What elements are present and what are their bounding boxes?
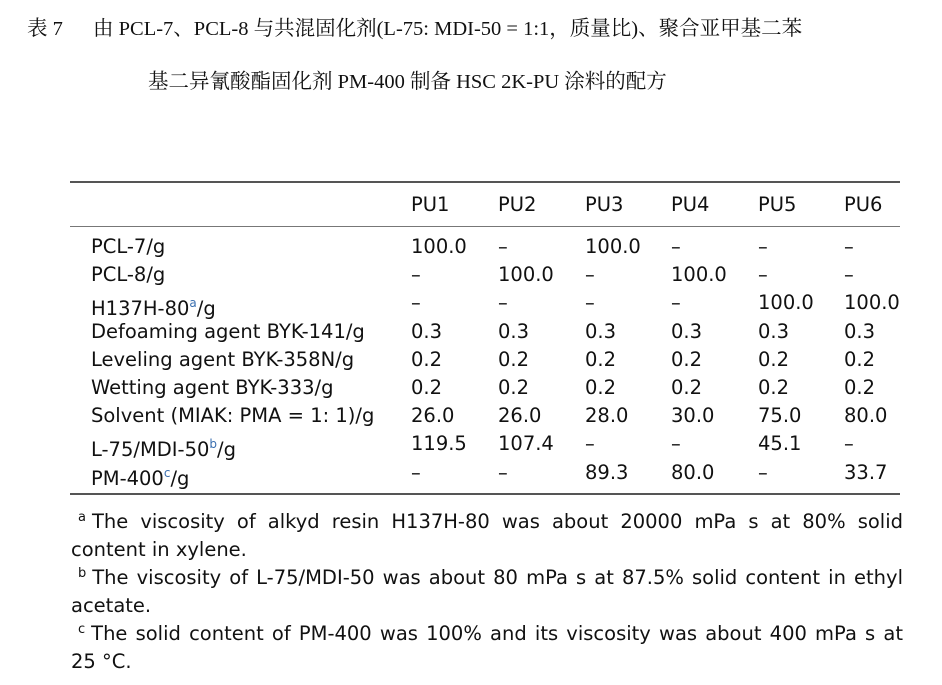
table-cell: – [844, 235, 854, 258]
table-cell: 0.2 [844, 376, 876, 399]
footnote-mark: b [78, 566, 87, 581]
row-label [91, 235, 165, 259]
row-label [91, 263, 165, 287]
table-cell: 100.0 [411, 235, 467, 258]
table-cell: 119.5 [411, 432, 467, 456]
table-cell: – [585, 263, 595, 287]
row-label [91, 461, 189, 491]
table-cell: 0.2 [671, 347, 703, 371]
caption-title-line-2: 基二异氰酸酯固化剂 PM-400 制备 HSC 2K-PU 涂料的配方 [148, 71, 667, 93]
table-cell: 0.3 [585, 319, 617, 343]
column-header: PU1 [411, 193, 450, 216]
row-label [91, 376, 333, 400]
table-cell: – [411, 291, 421, 315]
table-cell: 100.0 [758, 291, 814, 315]
table-cell: 100.0 [585, 235, 641, 258]
table-cell: – [585, 291, 595, 315]
row-label [91, 432, 236, 462]
column-header: PU5 [758, 193, 797, 216]
row-label-text: L-75/MDI-50 [91, 438, 210, 462]
footnote-b [71, 560, 903, 620]
table-cell: 100.0 [671, 263, 727, 287]
table-cell: 26.0 [411, 404, 455, 428]
table-number: 表 7 [27, 18, 63, 40]
table-cell: – [498, 460, 508, 484]
table-cell: – [758, 235, 768, 258]
table-cell: 100.0 [844, 291, 900, 315]
table-cell: 80.0 [844, 404, 888, 428]
caption-title-line-1: 由 PCL-7、PCL-8 与共混固化剂(L-75: MDI-50 = 1:1，质量比)、聚合亚甲基二苯 [93, 18, 803, 40]
footnote-ref: a [189, 296, 197, 311]
column-header: PU4 [671, 193, 710, 216]
column-header: PU6 [844, 193, 883, 216]
table-cell: 0.2 [758, 376, 790, 399]
table-cell: 0.2 [585, 376, 617, 399]
row-label-text: Leveling agent BYK-358N/g [91, 347, 355, 371]
table-cell: – [411, 460, 421, 484]
table-cell: – [585, 432, 595, 456]
table-cell: 30.0 [671, 404, 715, 428]
unit-suffix: /g [170, 466, 190, 490]
footnote-mark: a [78, 510, 86, 525]
row-label [91, 404, 374, 428]
row-label-text: Defoaming agent BYK-141/g [91, 319, 365, 343]
unit-suffix: /g [217, 438, 236, 462]
table-cell: 0.3 [411, 319, 443, 343]
table-bottom-rule [70, 493, 900, 495]
table-cell: 26.0 [498, 404, 542, 428]
column-header: PU2 [498, 193, 537, 216]
table-cell: – [758, 263, 768, 287]
footnote-text: The solid content of PM-400 was 100% and its viscosity was about 400 mPa s at 25 °C. [71, 622, 903, 673]
row-label-text: PCL-8/g [91, 263, 166, 287]
table-cell: – [498, 291, 508, 315]
row-label [91, 320, 365, 344]
table-cell: 0.3 [844, 319, 876, 343]
table-cell: 0.2 [585, 347, 617, 371]
table-cell: 0.2 [671, 376, 703, 399]
table-cell: 33.7 [844, 460, 888, 484]
row-label-text: PM-400 [91, 466, 164, 490]
table-cell: – [758, 460, 768, 484]
table-header-rule [70, 226, 900, 227]
row-label-text: PCL-7/g [91, 235, 166, 258]
table-cell: 0.2 [498, 376, 530, 399]
table-cell: 0.2 [498, 347, 530, 371]
table-cell: 0.2 [844, 347, 876, 371]
table-cell: 0.2 [411, 347, 443, 371]
table-cell: 0.3 [671, 319, 703, 343]
table-cell: 80.0 [671, 460, 715, 484]
table-cell: – [411, 263, 421, 287]
footnote-ref: b [209, 437, 218, 452]
table-cell: 0.2 [411, 376, 443, 399]
table-cell: – [671, 235, 681, 258]
table-cell: 0.2 [758, 347, 790, 371]
table-cell: – [844, 432, 854, 456]
row-label [91, 291, 216, 321]
footnote-text: The viscosity of alkyd resin H137H-80 was about 20000 mPa s at 80% solid content in xylene. [71, 510, 903, 561]
table-cell: – [844, 263, 854, 287]
table-cell: 107.4 [498, 432, 554, 456]
column-header: PU3 [585, 193, 624, 216]
table-cell: 0.3 [498, 319, 530, 343]
unit-suffix: /g [196, 297, 216, 321]
footnote-a [71, 504, 903, 564]
table-top-rule [70, 181, 900, 183]
table-cell: 100.0 [498, 263, 554, 287]
row-label-text: Wetting agent BYK-333/g [91, 376, 334, 399]
row-label-text: Solvent (MIAK: PMA = 1: 1)/g [91, 404, 375, 428]
footnote-text: The viscosity of L-75/MDI-50 was about 80 mPa s at 87.5% solid content in ethyl acetate. [71, 566, 903, 617]
footnote-c [71, 616, 903, 676]
table-cell: – [671, 291, 681, 315]
footnote-mark: c [78, 622, 86, 637]
row-label [91, 348, 354, 372]
row-label-text: H137H-80 [91, 297, 190, 321]
table-cell: 89.3 [585, 460, 629, 484]
footnote-ref: c [163, 465, 171, 480]
table-cell: 75.0 [758, 404, 802, 428]
table-cell: 0.3 [758, 319, 790, 343]
table-caption-line-1 [27, 11, 942, 41]
table-cell: – [498, 235, 508, 258]
table-cell: – [671, 432, 681, 456]
table-cell: 45.1 [758, 432, 802, 456]
table-cell: 28.0 [585, 404, 629, 428]
